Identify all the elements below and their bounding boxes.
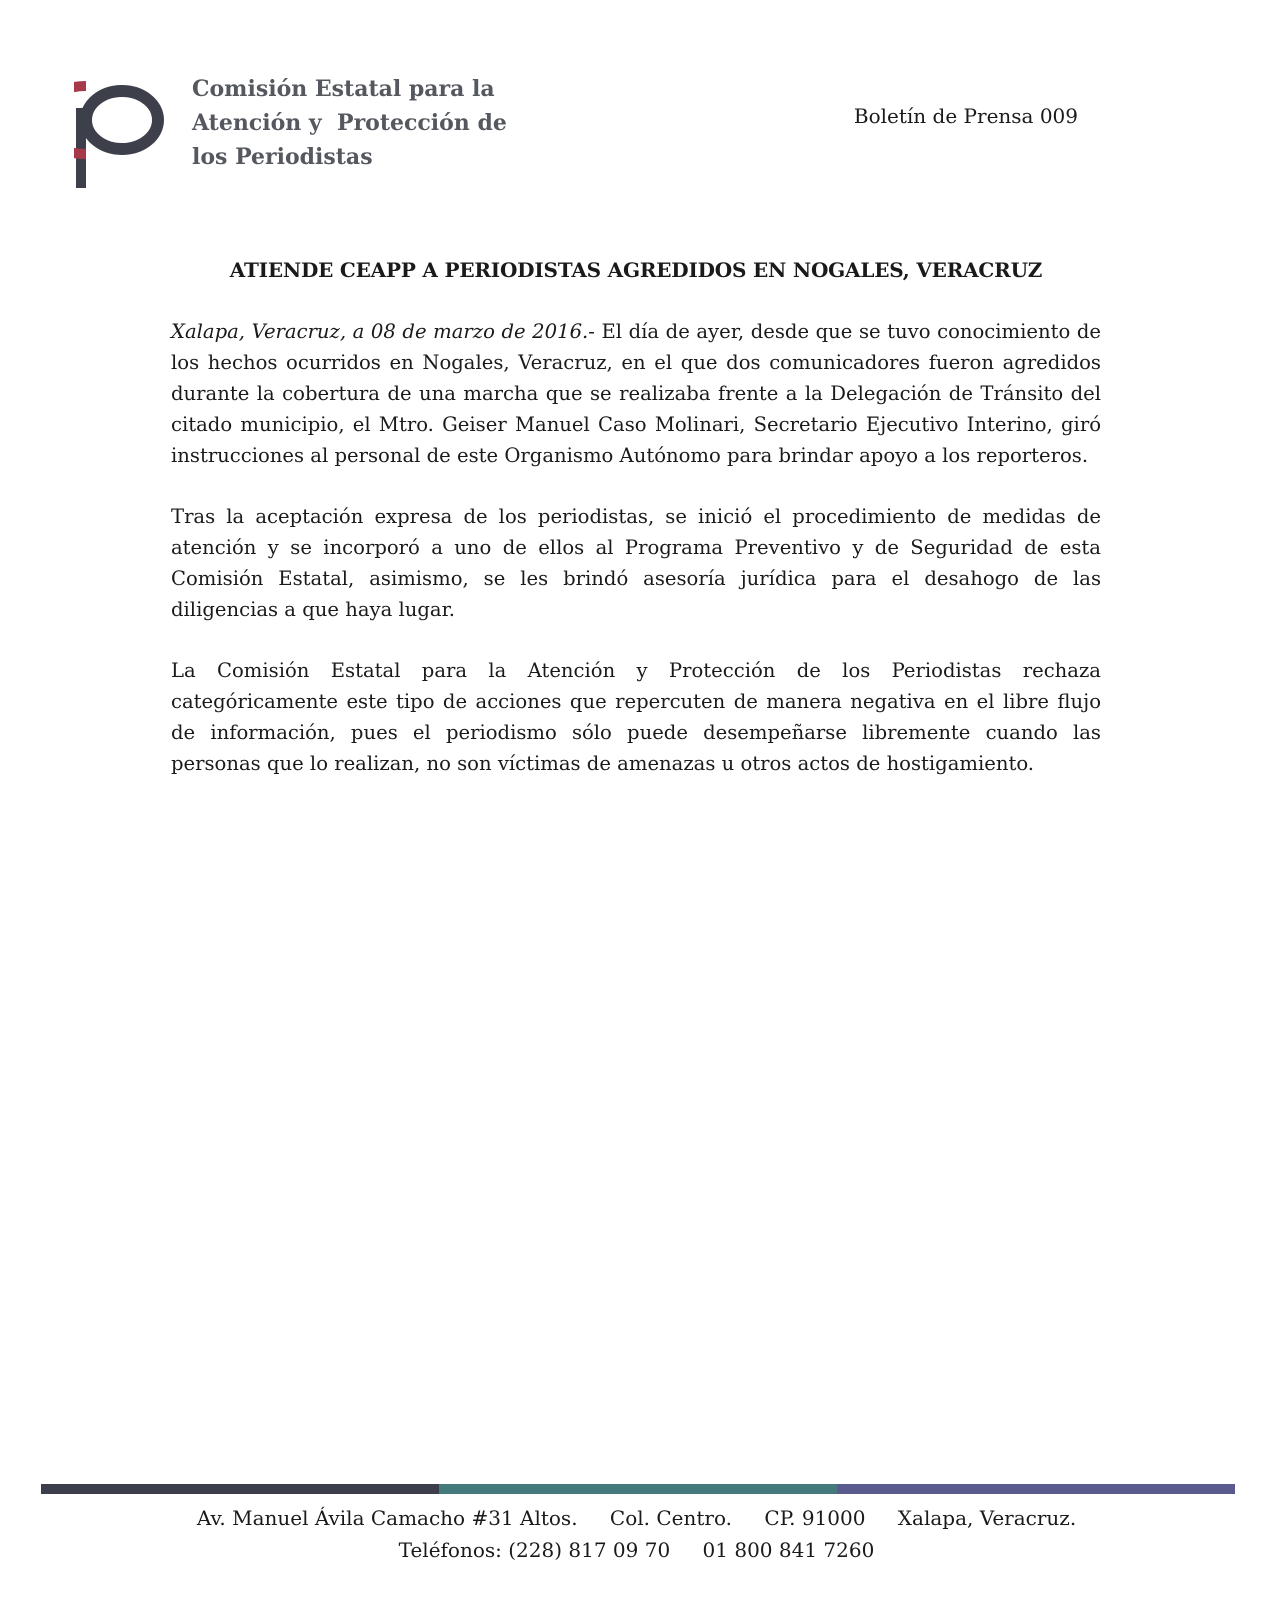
footer-bar-segment-3 [837,1484,1235,1494]
ceapp-logo [74,78,174,190]
address-postal-code: CP. 91000 [764,1506,866,1530]
footer-bar-segment-1 [41,1484,439,1494]
footer-address [0,1502,1273,1534]
org-name-line-1: Comisión Estatal para la [192,76,495,102]
address-city: Xalapa, Veracruz. [897,1506,1077,1530]
address-colonia: Col. Centro. [609,1506,733,1530]
article-body [171,316,1101,809]
footer-bar-segment-2 [439,1484,837,1494]
footer-phones [0,1534,1273,1566]
dateline: Xalapa, Veracruz, a 08 de marzo de 2016. [171,320,589,343]
phone-local: Teléfonos: (228) 817 09 70 [398,1538,671,1562]
article-headline: ATIENDE CEAPP A PERIODISTAS AGREDIDOS EN NOGALES, VERACRUZ [229,258,1043,282]
paragraph-1 [171,316,1101,471]
org-name-line-2: Atención y Protección de [192,110,507,136]
address-street: Av. Manuel Ávila Camacho #31 Altos. [196,1506,578,1530]
footer-color-bar [41,1484,1235,1494]
footer-contact [0,1502,1273,1566]
phone-tollfree: 01 800 841 7260 [702,1538,875,1562]
paragraph-3: La Comisión Estatal para la Atención y Protección de los Periodistas rechaza categóricamente este tipo de acciones que repercuten de manera negativa en el libre flujo de información, pues el periodismo sólo puede desempeñarse libremente cuando las personas que lo realizan, no son víctimas de amenazas u otros actos de hostigamiento. [171,659,1101,775]
logo-ring [86,91,158,149]
bulletin-number: Boletín de Prensa 009 [853,104,1078,128]
organization-name [192,72,512,174]
org-name-line-3: los Periodistas [192,144,373,170]
paragraph-2: Tras la aceptación expresa de los periodistas, se inició el procedimiento de medidas de atención y se incorporó a uno de ellos al Programa Preventivo y de Seguridad de esta Comisión Estatal, asimismo, se les brindó asesoría jurídica para el desahogo de las diligencias a que haya lugar. [171,505,1101,621]
paragraph-1-text: - El día de ayer, desde que se tuvo conocimiento de los hechos ocurridos en Nogales, Veracruz, en el que dos comunicadores fueron agredidos durante la cobertura de una marcha que se realizaba frente a la Delegación de Tránsito del citado municipio, el Mtro. Geiser Manuel Caso Molinari, Secretario Ejecutivo Interino, giró instrucciones al personal de este Organismo Autónomo para brindar apoyo a los reporteros. [171,320,1101,467]
